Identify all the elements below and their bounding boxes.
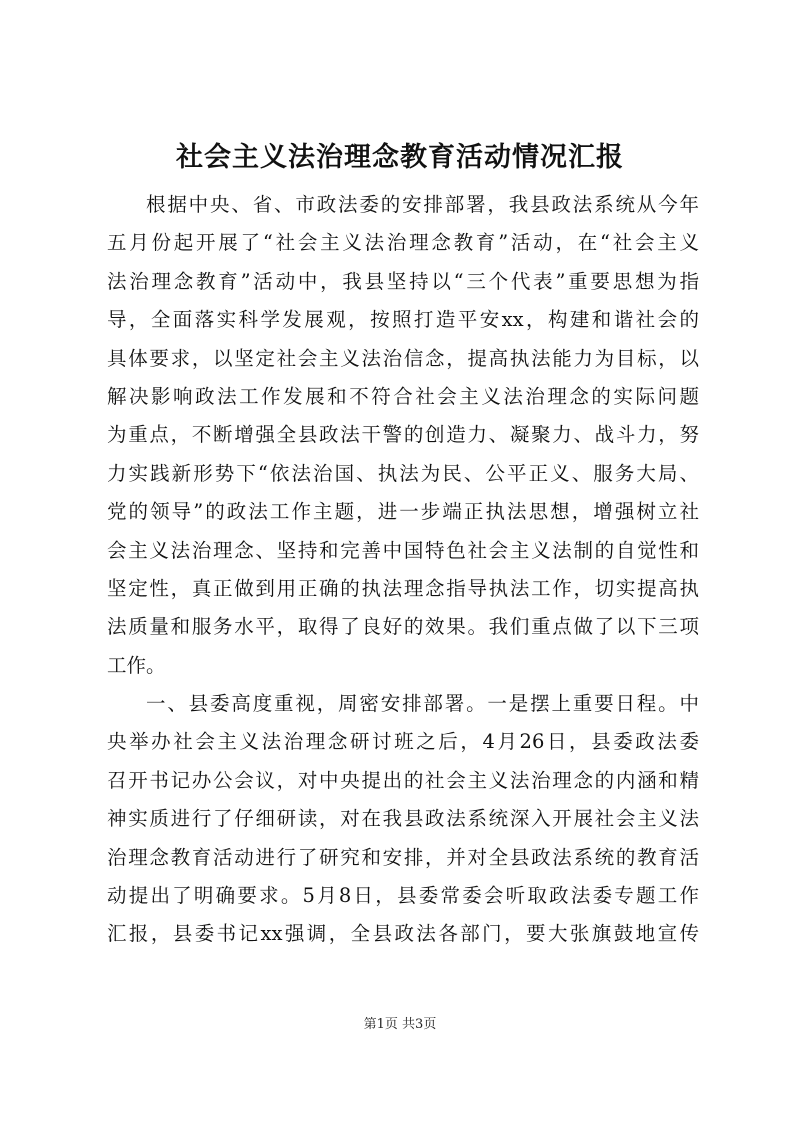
text-line: 法治理念教育”活动中，我县坚持以“三个代表”重要思想为指 — [107, 269, 699, 293]
paragraph-2 — [107, 685, 699, 954]
text-line: 为重点，不断增强全县政法干警的创造力、凝聚力、战斗力，努 — [107, 423, 699, 447]
text-line: 工作。 — [107, 653, 166, 677]
text-line: 导，全面落实科学发展观，按照打造平安xx，构建和谐社会的 — [107, 308, 699, 332]
document-title: 社会主义法治理念教育活动情况汇报 — [176, 142, 624, 173]
text-line: 一、县委高度重视，周密安排部署。一是摆上重要日程。中 — [146, 692, 699, 716]
text-line: 坚定性，真正做到用正确的执法理念指导执法工作，切实提高执 — [107, 576, 699, 600]
document-body — [107, 186, 699, 954]
text-line: 五月份起开展了“社会主义法治理念教育”活动，在“社会主义 — [107, 231, 699, 255]
text-line: 动提出了明确要求。5月8日，县委常委会听取政法委专题工作 — [107, 884, 699, 908]
text-line: 汇报，县委书记xx强调，全县政法各部门，要大张旗鼓地宣传 — [107, 922, 699, 946]
text-line: 神实质进行了仔细研读，对在我县政法系统深入开展社会主义法 — [107, 807, 699, 831]
page-footer: 第1页 共3页 — [363, 1017, 437, 1032]
text-line: 召开书记办公会议，对中央提出的社会主义法治理念的内涵和精 — [107, 768, 699, 792]
text-line: 党的领导”的政法工作主题，进一步端正执法思想，增强树立社 — [107, 500, 699, 524]
text-line: 根据中央、省、市政法委的安排部署，我县政法系统从今年 — [146, 193, 699, 216]
text-line: 会主义法治理念、坚持和完善中国特色社会主义法制的自觉性和 — [107, 538, 699, 562]
text-line: 具体要求，以坚定社会主义法治信念，提高执法能力为目标，以 — [107, 346, 699, 370]
paragraph-1 — [107, 186, 699, 685]
text-line: 解决影响政法工作发展和不符合社会主义法治理念的实际问题 — [107, 384, 699, 408]
text-line: 法质量和服务水平，取得了良好的效果。我们重点做了以下三项 — [107, 615, 699, 639]
text-line: 治理念教育活动进行了研究和安排，并对全县政法系统的教育活 — [107, 845, 699, 869]
text-line: 央举办社会主义法治理念研讨班之后，4月26日，县委政法委 — [107, 730, 699, 754]
text-line: 力实践新形势下“依法治国、执法为民、公平正义、服务大局、 — [107, 461, 699, 485]
